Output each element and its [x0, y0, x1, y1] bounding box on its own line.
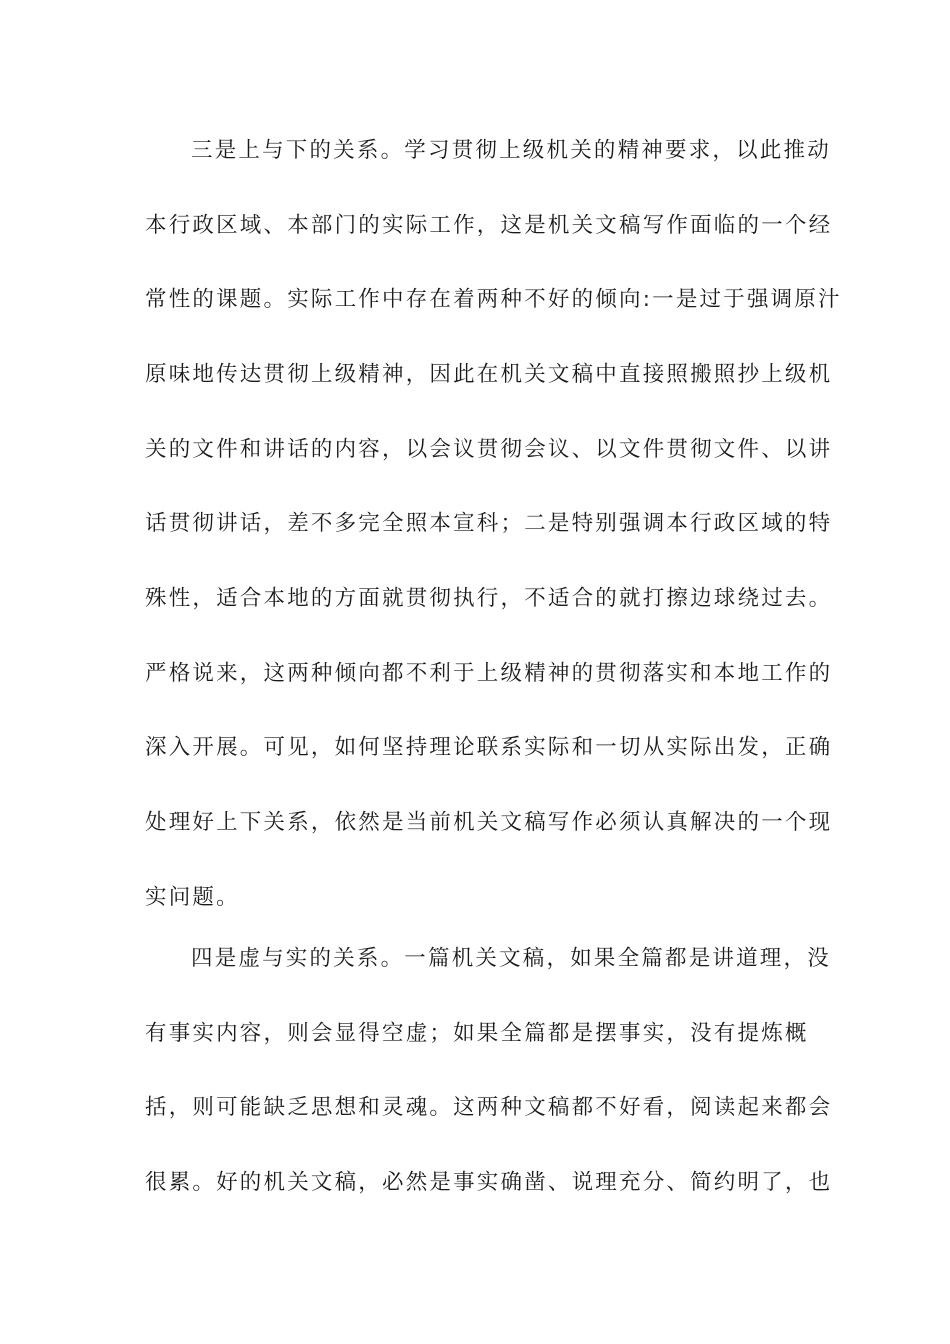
paragraph-line: 三是上与下的关系。学习贯彻上级机关的精神要求，以此推动 — [191, 138, 831, 163]
paragraph-line: 原味地传达贯彻上级精神，因此在机关文稿中直接照搬照抄上级机 — [145, 362, 833, 387]
paragraph-line: 关的文件和讲话的内容，以会议贯彻会议、以文件贯彻文件、以讲 — [145, 437, 833, 462]
paragraph-line: 常性的课题。实际工作中存在着两种不好的倾向:一是过于强调原汁 — [145, 287, 842, 312]
paragraph-line: 括，则可能缺乏思想和灵魂。这两种文稿都不好看，阅读起来都会 — [145, 1095, 833, 1120]
paragraph-line: 实问题。 — [145, 885, 240, 910]
paragraph-line: 四是虚与实的关系。一篇机关文稿，如果全篇都是讲道理，没 — [191, 946, 831, 971]
paragraph-line: 殊性，适合本地的方面就贯彻执行，不适合的就打擦边球绕过去。 — [145, 586, 833, 611]
paragraph-line: 严格说来，这两种倾向都不利于上级精神的贯彻落实和本地工作的 — [145, 661, 833, 686]
paragraph-line: 很累。好的机关文稿，必然是事实确凿、说理充分、简约明了，也 — [145, 1170, 833, 1195]
paragraph-line: 深入开展。可见，如何坚持理论联系实际和一切从实际出发，正确 — [145, 735, 833, 760]
paragraph-line: 有事实内容，则会显得空虚；如果全篇都是摆事实，没有提炼概 — [145, 1021, 809, 1046]
paragraph-line: 处理好上下关系，依然是当前机关文稿写作必须认真解决的一个现 — [145, 810, 833, 835]
paragraph-line: 本行政区域、本部门的实际工作，这是机关文稿写作面临的一个经 — [145, 213, 833, 238]
paragraph-line: 话贯彻讲话，差不多完全照本宣科；二是特别强调本行政区域的特 — [145, 511, 833, 536]
